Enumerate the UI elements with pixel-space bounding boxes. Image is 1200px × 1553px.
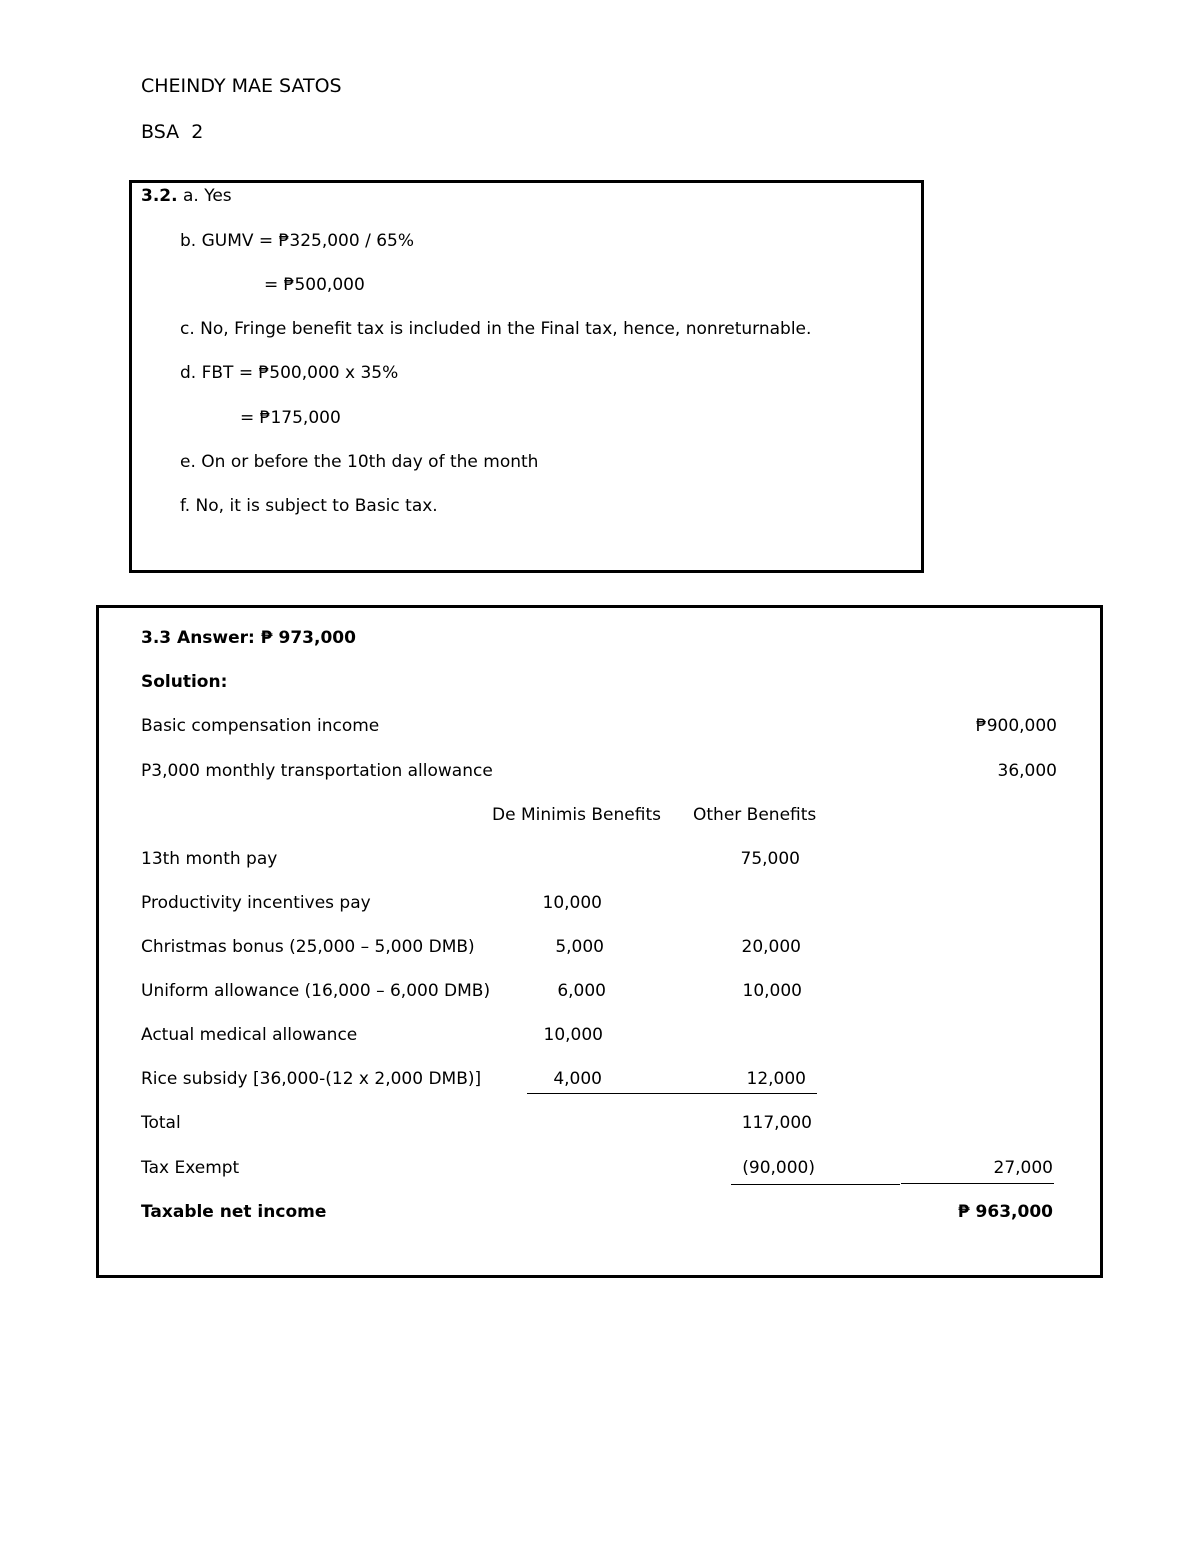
student-name: CHEINDY MAE SATOS xyxy=(141,75,342,97)
row-de-minimis: 5,000 xyxy=(555,937,604,957)
basic-compensation-label: Basic compensation income xyxy=(141,716,380,736)
answer-3-2-b: b. GUMV = ₱325,000 / 65% xyxy=(180,231,414,251)
row-de-minimis: 10,000 xyxy=(542,893,602,913)
answer-3-2-e: e. On or before the 10th day of the month xyxy=(180,452,539,472)
row-de-minimis: 4,000 xyxy=(553,1069,602,1089)
net-underline xyxy=(901,1183,1054,1184)
answer-3-2-b-result: = ₱500,000 xyxy=(264,275,365,295)
tax-exempt-label: Tax Exempt xyxy=(141,1158,240,1178)
row-other: 20,000 xyxy=(741,937,801,957)
row-label: Productivity incentives pay xyxy=(141,893,371,913)
row-other: 10,000 xyxy=(742,981,802,1001)
row-de-minimis: 6,000 xyxy=(557,981,606,1001)
transportation-value: 36,000 xyxy=(997,761,1057,781)
row-label: Actual medical allowance xyxy=(141,1025,358,1045)
transportation-label: P3,000 monthly transportation allowance xyxy=(141,761,493,781)
column-header-other-benefits: Other Benefits xyxy=(693,805,817,825)
tax-exempt-value: 27,000 xyxy=(993,1158,1053,1178)
basic-compensation-value: ₱900,000 xyxy=(975,716,1057,736)
subtotal-underline xyxy=(527,1093,817,1094)
answer-3-2-c: c. No, Fringe benefit tax is included in the Final tax, hence, nonreturnable. xyxy=(180,319,812,339)
solution-label: Solution: xyxy=(141,672,228,692)
answer-3-2-d-result: = ₱175,000 xyxy=(240,408,341,428)
taxable-net-income-value: ₱ 963,000 xyxy=(957,1202,1053,1222)
exempt-underline xyxy=(731,1184,900,1185)
total-label: Total xyxy=(141,1113,181,1133)
total-other-value: 117,000 xyxy=(741,1113,812,1133)
row-label: Uniform allowance (16,000 – 6,000 DMB) xyxy=(141,981,491,1001)
row-label: 13th month pay xyxy=(141,849,278,869)
row-label: Rice subsidy [36,000-(12 x 2,000 DMB)] xyxy=(141,1069,482,1089)
answer-3-2-a-text: a. Yes xyxy=(182,186,232,206)
tax-exempt-other-value: (90,000) xyxy=(742,1158,815,1178)
answer-3-3-title: 3.3 Answer: ₱ 973,000 xyxy=(141,628,356,648)
student-course: BSA 2 xyxy=(141,121,204,143)
row-label: Christmas bonus (25,000 – 5,000 DMB) xyxy=(141,937,475,957)
row-other: 12,000 xyxy=(746,1069,806,1089)
answer-3-2-f: f. No, it is subject to Basic tax. xyxy=(180,496,438,516)
row-other: 75,000 xyxy=(740,849,800,869)
taxable-net-income-label: Taxable net income xyxy=(141,1202,327,1222)
row-de-minimis: 10,000 xyxy=(543,1025,603,1045)
answer-3-2-a: 3.2. a. Yes xyxy=(141,186,232,206)
answer-3-2-d: d. FBT = ₱500,000 x 35% xyxy=(180,363,399,383)
column-header-de-minimis: De Minimis Benefits xyxy=(492,805,661,825)
